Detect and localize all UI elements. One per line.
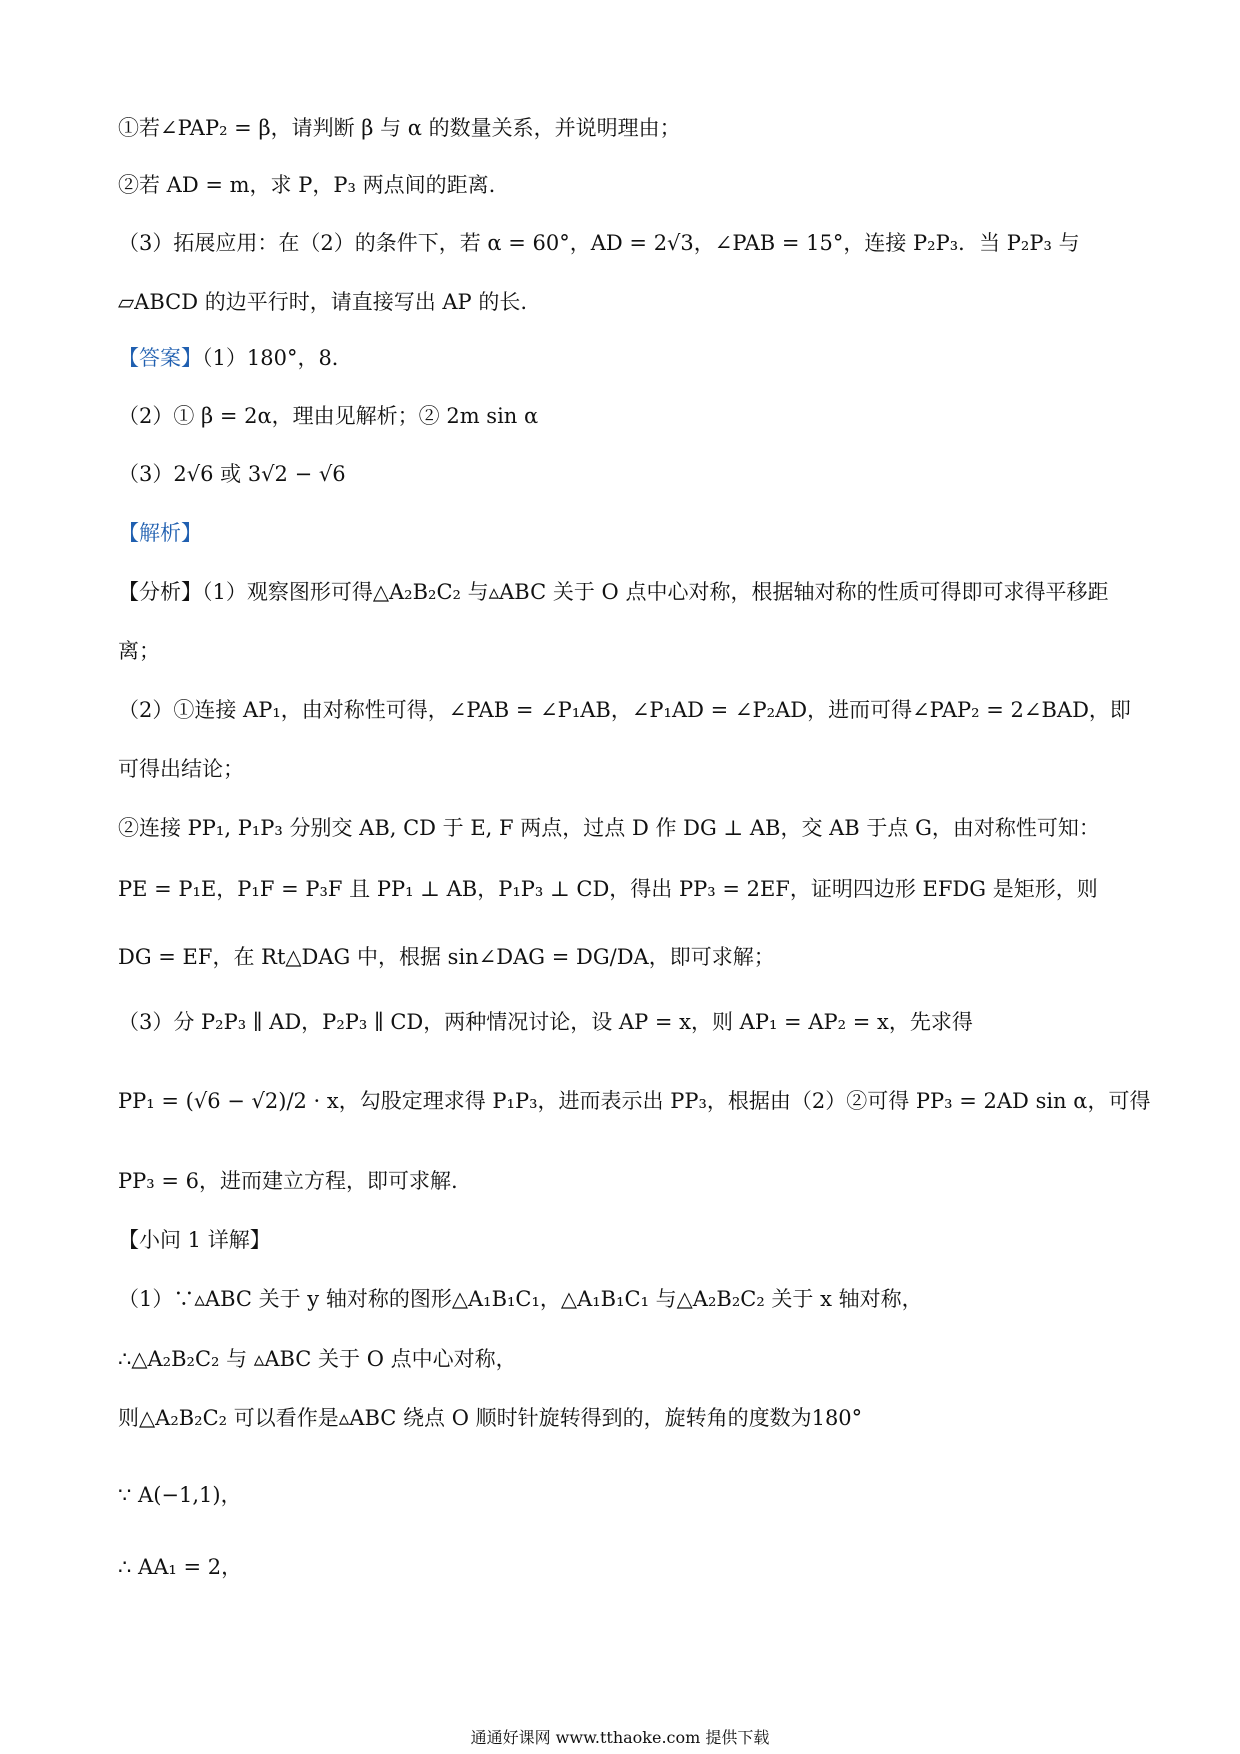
analysis-line-7	[118, 942, 775, 972]
line-text: （1）180°，8．	[202, 346, 353, 370]
analysis-heading	[118, 518, 202, 548]
line-text: ②若 AD = m，求 P，P₃ 两点间的距离.	[118, 173, 496, 197]
answer-line-3	[118, 459, 346, 489]
line-text: ①若∠PAP₂ = β，请判断 β 与 α 的数量关系，并说明理由；	[118, 116, 681, 140]
analysis-line-2	[118, 636, 160, 666]
solution-line-4	[118, 1480, 242, 1510]
line-text: PE = P₁E，P₁F = P₃F 且 PP₁ ⊥ AB，P₁P₃ ⊥ CD，得出 PP₃ = 2EF，证明四边形 EFDG 是矩形，则	[118, 877, 1098, 901]
answer-tag: 【答案】	[118, 346, 202, 370]
line-text: 可得出结论；	[118, 757, 244, 781]
subquestion-heading	[118, 1225, 271, 1255]
line-text: ∴ AA₁ = 2，	[118, 1555, 243, 1579]
line-text: （2）① β = 2α，理由见解析；② 2m sin α	[118, 404, 539, 428]
analysis-line-8	[118, 1007, 973, 1037]
line-text: PP₁ = (√6 − √2)/2 · x，勾股定理求得 P₁P₃，进而表示出 PP₃，根据由（2）②可得 PP₃ = 2AD sin α，可得	[118, 1089, 1151, 1113]
line-text: （3）拓展应用：在（2）的条件下，若 α = 60°，AD = 2√3，∠PAB = 15°，连接 P₂P₃．当 P₂P₃ 与	[118, 231, 1080, 255]
line-text: 【小问 1 详解】	[118, 1228, 271, 1252]
solution-line-1	[118, 1284, 923, 1314]
analysis-line-4	[118, 754, 244, 784]
line-text: （3）分 P₂P₃ ∥ AD，P₂P₃ ∥ CD，两种情况讨论，设 AP = x，则 AP₁ = AP₂ = x，先求得	[118, 1010, 973, 1034]
line-text: PP₃ = 6，进而建立方程，即可求解.	[118, 1169, 458, 1193]
line-text: （3）2√6 或 3√2 − √6	[118, 462, 346, 486]
analysis-line-3	[118, 695, 1131, 725]
analysis-line-5	[118, 813, 1100, 843]
line-text: ②连接 PP₁, P₁P₃ 分别交 AB, CD 于 E, F 两点，过点 D 作 DG ⊥ AB，交 AB 于点 G，由对称性可知：	[118, 816, 1100, 840]
line-text: 则△A₂B₂C₂ 可以看作是▵ABC 绕点 O 顺时针旋转得到的，旋转角的度数为180°	[118, 1406, 863, 1430]
line-text: ∴△A₂B₂C₂ 与 ▵ABC 关于 O 点中心对称，	[118, 1347, 517, 1371]
line-text: 离；	[118, 639, 160, 663]
line-text: ∵ A(−1,1)，	[118, 1483, 242, 1507]
analysis-line-9	[118, 1086, 1150, 1116]
answer-line	[118, 343, 353, 373]
line-text: （1）∵▵ABC 关于 y 轴对称的图形△A₁B₁C₁，△A₁B₁C₁ 与△A₂B₂C₂ 关于 x 轴对称，	[118, 1287, 923, 1311]
question-line-1	[118, 113, 681, 143]
page-footer: 通通好课网 www.tthaoke.com 提供下载	[470, 1728, 770, 1747]
line-text: 【分析】（1）观察图形可得△A₂B₂C₂ 与▵ABC 关于 O 点中心对称，根据轴对称的性质可得即可求得平移距	[118, 580, 1109, 604]
question-line-2	[118, 170, 495, 200]
question-line-4	[118, 287, 527, 317]
analysis-line-10	[118, 1166, 458, 1196]
line-text: DG = EF，在 Rt△DAG 中，根据 sin∠DAG = DG/DA，即可求解；	[118, 945, 775, 969]
solution-line-5	[118, 1552, 242, 1582]
question-line-3	[118, 228, 1080, 258]
answer-line-2	[118, 401, 538, 431]
line-text: ▱ABCD 的边平行时，请直接写出 AP 的长.	[118, 290, 528, 314]
solution-line-2	[118, 1344, 517, 1374]
analysis-tag: 【解析】	[118, 521, 202, 545]
analysis-line-6	[118, 874, 1098, 904]
solution-line-3	[118, 1403, 862, 1433]
line-text: （2）①连接 AP₁，由对称性可得，∠PAB = ∠P₁AB，∠P₁AD = ∠P₂AD，进而可得∠PAP₂ = 2∠BAD，即	[118, 698, 1131, 722]
analysis-line-1	[118, 577, 1108, 607]
